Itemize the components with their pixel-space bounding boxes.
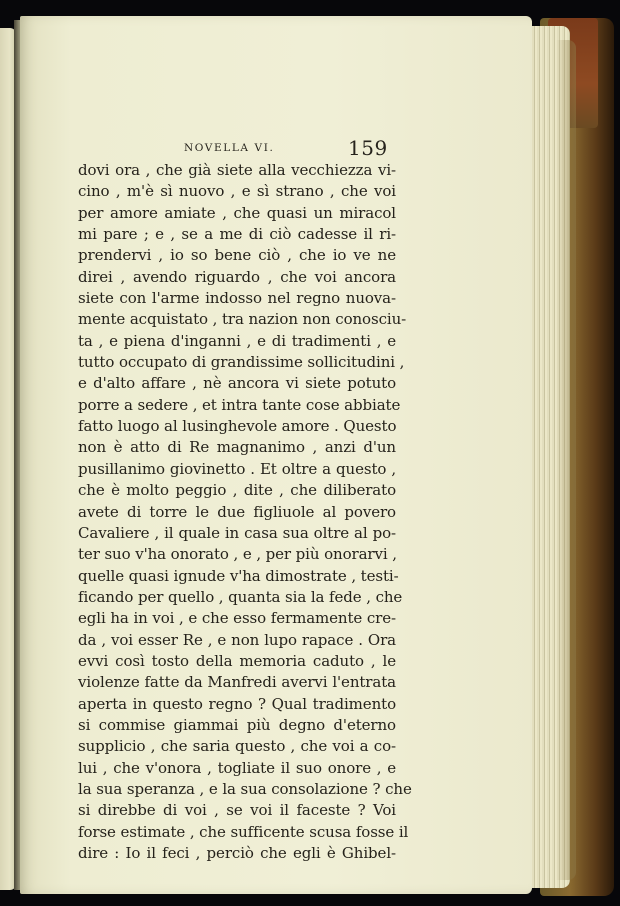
text-line: avete di torre le due figliuole al povero <box>78 502 396 521</box>
text-line: dovi ora , che già siete alla vecchiezza vi- <box>78 161 396 179</box>
text-line: mi pare ; e , se a me di ciò cadesse il ri- <box>78 225 396 244</box>
page-edges-shadow <box>556 40 576 880</box>
text-line: violenze fatte da Manfredi avervi l'entrata <box>78 673 396 692</box>
page-number: 159 <box>348 136 388 160</box>
text-line: mente acquistato , tra nazion non conosciu- <box>78 310 407 329</box>
text-line: forse estimate , che sufficente scusa fosse il <box>78 822 409 841</box>
text-line: tutto occupato di grandissime sollicitudini , <box>78 353 405 372</box>
body-text <box>78 160 412 864</box>
text-line: ter suo v'ha onorato , e , per più onorarvi , <box>78 545 397 564</box>
text-line: si commise giammai più degno d'eterno <box>78 715 396 734</box>
text-line: egli ha in voi , e che esso fermamente cre- <box>78 609 396 628</box>
text-line: pusillanimo giovinetto . Et oltre a questo , <box>78 459 396 478</box>
text-line: lui , che v'onora , togliate il suo onore , e <box>78 758 396 777</box>
text-line: prendervi , io so bene ciò , che io ve ne <box>78 246 396 265</box>
book-page <box>20 16 532 894</box>
text-line: si direbbe di voi , se voi il faceste ? Voi <box>78 801 396 820</box>
text-line: quelle quasi ignude v'ha dimostrate , testi- <box>78 566 399 585</box>
text-line: direi , avendo riguardo , che voi ancora <box>78 267 396 286</box>
text-line: evvi così tosto della memoria caduto , le <box>78 651 396 670</box>
running-head <box>168 136 400 160</box>
text-line: dire : Io il feci , perciò che egli è Ghibel- <box>78 844 396 862</box>
text-line: la sua speranza , e la sua consolazione ? che <box>78 779 412 798</box>
text-line: per amore amiate , che quasi un miracol <box>78 203 396 222</box>
text-line: non è atto di Re magnanimo , anzi d'un <box>78 438 396 457</box>
text-line: ficando per quello , quanta sia la fede , che <box>78 587 403 606</box>
text-line: Cavaliere , il quale in casa sua oltre al po- <box>78 523 396 542</box>
text-line: fatto luogo al lusinghevole amore . Questo <box>78 417 397 436</box>
chapter-title: NOVELLA VI. <box>184 142 275 154</box>
text-line: supplicio , che saria questo , che voi a co- <box>78 737 396 756</box>
text-line: da , voi esser Re , e non lupo rapace . Ora <box>78 630 396 649</box>
text-line: che è molto peggio , dite , che diliberato <box>78 481 396 500</box>
text-line: aperta in questo regno ? Qual tradimento <box>78 694 396 713</box>
text-line: porre a sedere , et intra tante cose abbiate <box>78 395 401 414</box>
text-line: ta , e piena d'inganni , e di tradimenti , e <box>78 331 396 350</box>
text-line: cino , m'è sì nuovo , e sì strano , che voi <box>78 182 396 201</box>
text-line: siete con l'arme indosso nel regno nuova- <box>78 289 396 308</box>
text-line: e d'alto affare , nè ancora vi siete potuto <box>78 374 396 393</box>
